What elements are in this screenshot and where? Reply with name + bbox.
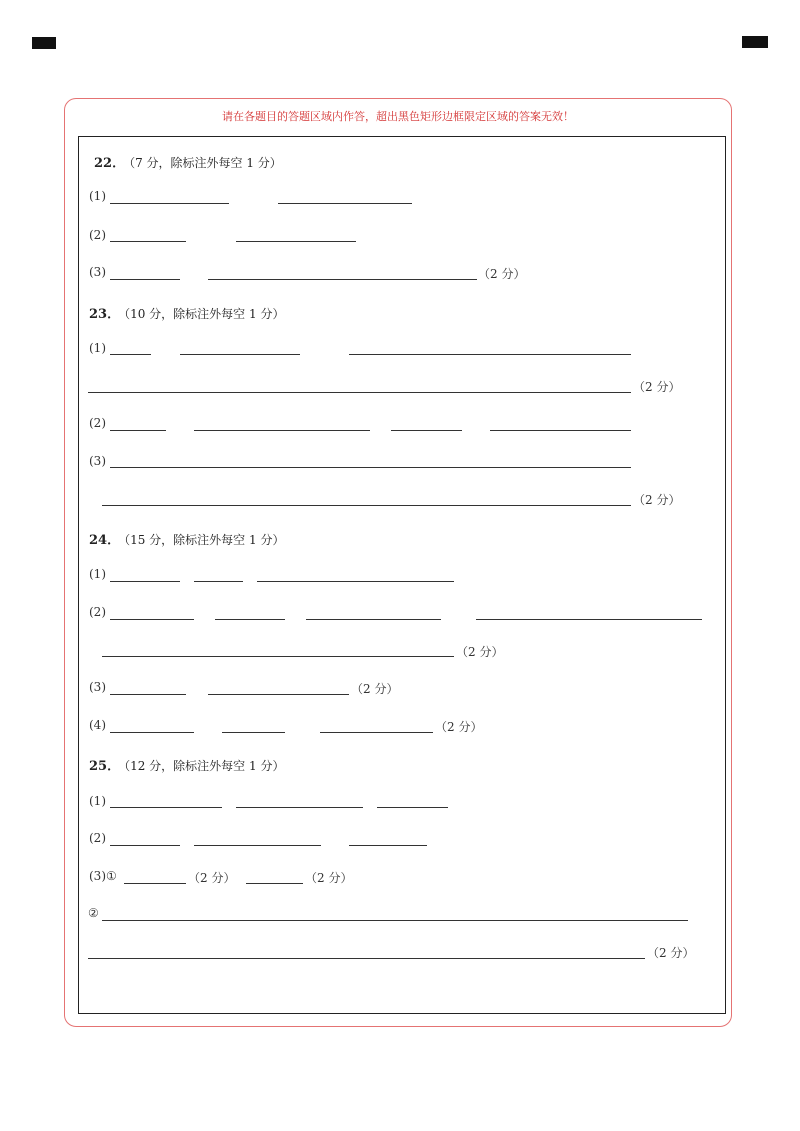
answer-blank[interactable]	[222, 732, 285, 733]
answer-blank[interactable]	[194, 430, 370, 431]
answer-blank[interactable]	[110, 581, 180, 582]
score-note: （2 分）	[633, 493, 681, 507]
part-label: (1)	[89, 341, 106, 355]
answer-blank[interactable]	[88, 958, 645, 959]
question-25-title	[89, 755, 284, 774]
part-label: (1)	[89, 567, 106, 581]
part-label: (3)①	[89, 869, 117, 883]
answer-blank[interactable]	[110, 241, 186, 242]
answer-blank[interactable]	[476, 619, 702, 620]
question-score-note: （7 分，除标注外每空 1 分）	[129, 156, 282, 170]
answer-blank[interactable]	[349, 845, 427, 846]
score-note: （2 分）	[435, 720, 483, 734]
answer-blank[interactable]	[215, 619, 285, 620]
part-label: (2)	[89, 605, 106, 619]
part-label: (1)	[89, 189, 106, 203]
registration-mark-right	[742, 36, 768, 48]
answer-blank[interactable]	[110, 732, 194, 733]
answer-blank[interactable]	[246, 883, 303, 884]
question-number: 25．	[89, 759, 121, 774]
answer-blank[interactable]	[102, 656, 454, 657]
part-label: (3)	[89, 454, 106, 468]
answer-blank[interactable]	[391, 430, 462, 431]
question-22-title	[94, 152, 282, 171]
score-note: （2 分）	[188, 871, 236, 885]
question-score-note: （10 分，除标注外每空 1 分）	[124, 307, 285, 321]
answer-blank[interactable]	[88, 392, 631, 393]
answer-blank[interactable]	[110, 203, 229, 204]
answer-blank[interactable]	[349, 354, 631, 355]
answer-blank[interactable]	[236, 807, 363, 808]
part-label: (2)	[89, 831, 106, 845]
answer-blank[interactable]	[257, 581, 454, 582]
answer-blank[interactable]	[110, 694, 186, 695]
part-label: (2)	[89, 416, 106, 430]
question-number: 24．	[89, 533, 121, 548]
answer-blank[interactable]	[320, 732, 433, 733]
answer-blank[interactable]	[110, 430, 166, 431]
answer-blank[interactable]	[110, 845, 180, 846]
part-label: (3)	[89, 265, 106, 279]
answer-blank[interactable]	[377, 807, 448, 808]
answer-blank[interactable]	[194, 581, 243, 582]
answer-blank[interactable]	[490, 430, 631, 431]
score-note: （2 分）	[305, 871, 353, 885]
part-label: (3)	[89, 680, 106, 694]
answer-blank[interactable]	[102, 920, 688, 921]
answer-blank[interactable]	[278, 203, 412, 204]
answer-blank[interactable]	[102, 505, 631, 506]
answer-blank[interactable]	[124, 883, 186, 884]
answer-blank[interactable]	[194, 845, 321, 846]
answer-blank[interactable]	[110, 279, 180, 280]
question-score-note: （12 分，除标注外每空 1 分）	[124, 759, 285, 773]
answer-blank[interactable]	[306, 619, 441, 620]
answer-blank[interactable]	[208, 694, 349, 695]
score-note: （2 分）	[478, 267, 526, 281]
question-23-title	[89, 303, 284, 322]
answer-blank[interactable]	[110, 467, 631, 468]
question-number: 23．	[89, 307, 121, 322]
answer-area-notice: 请在各题目的答题区域内作答，超出黑色矩形边框限定区域的答案无效！	[222, 110, 574, 123]
question-score-note: （15 分，除标注外每空 1 分）	[124, 533, 285, 547]
score-note: （2 分）	[351, 682, 399, 696]
answer-blank[interactable]	[180, 354, 300, 355]
score-note: （2 分）	[647, 946, 695, 960]
answer-blank[interactable]	[110, 354, 151, 355]
part-label: (1)	[89, 794, 106, 808]
answer-blank[interactable]	[110, 807, 222, 808]
score-note: （2 分）	[456, 645, 504, 659]
part-label: ②	[88, 906, 99, 920]
part-label: (2)	[89, 228, 106, 242]
part-label: (4)	[89, 718, 106, 732]
question-number: 22．	[94, 156, 126, 171]
answer-blank[interactable]	[208, 279, 477, 280]
score-note: （2 分）	[633, 380, 681, 394]
answer-blank[interactable]	[236, 241, 356, 242]
question-24-title	[89, 529, 284, 548]
registration-mark-left	[32, 37, 56, 49]
answer-blank[interactable]	[110, 619, 194, 620]
